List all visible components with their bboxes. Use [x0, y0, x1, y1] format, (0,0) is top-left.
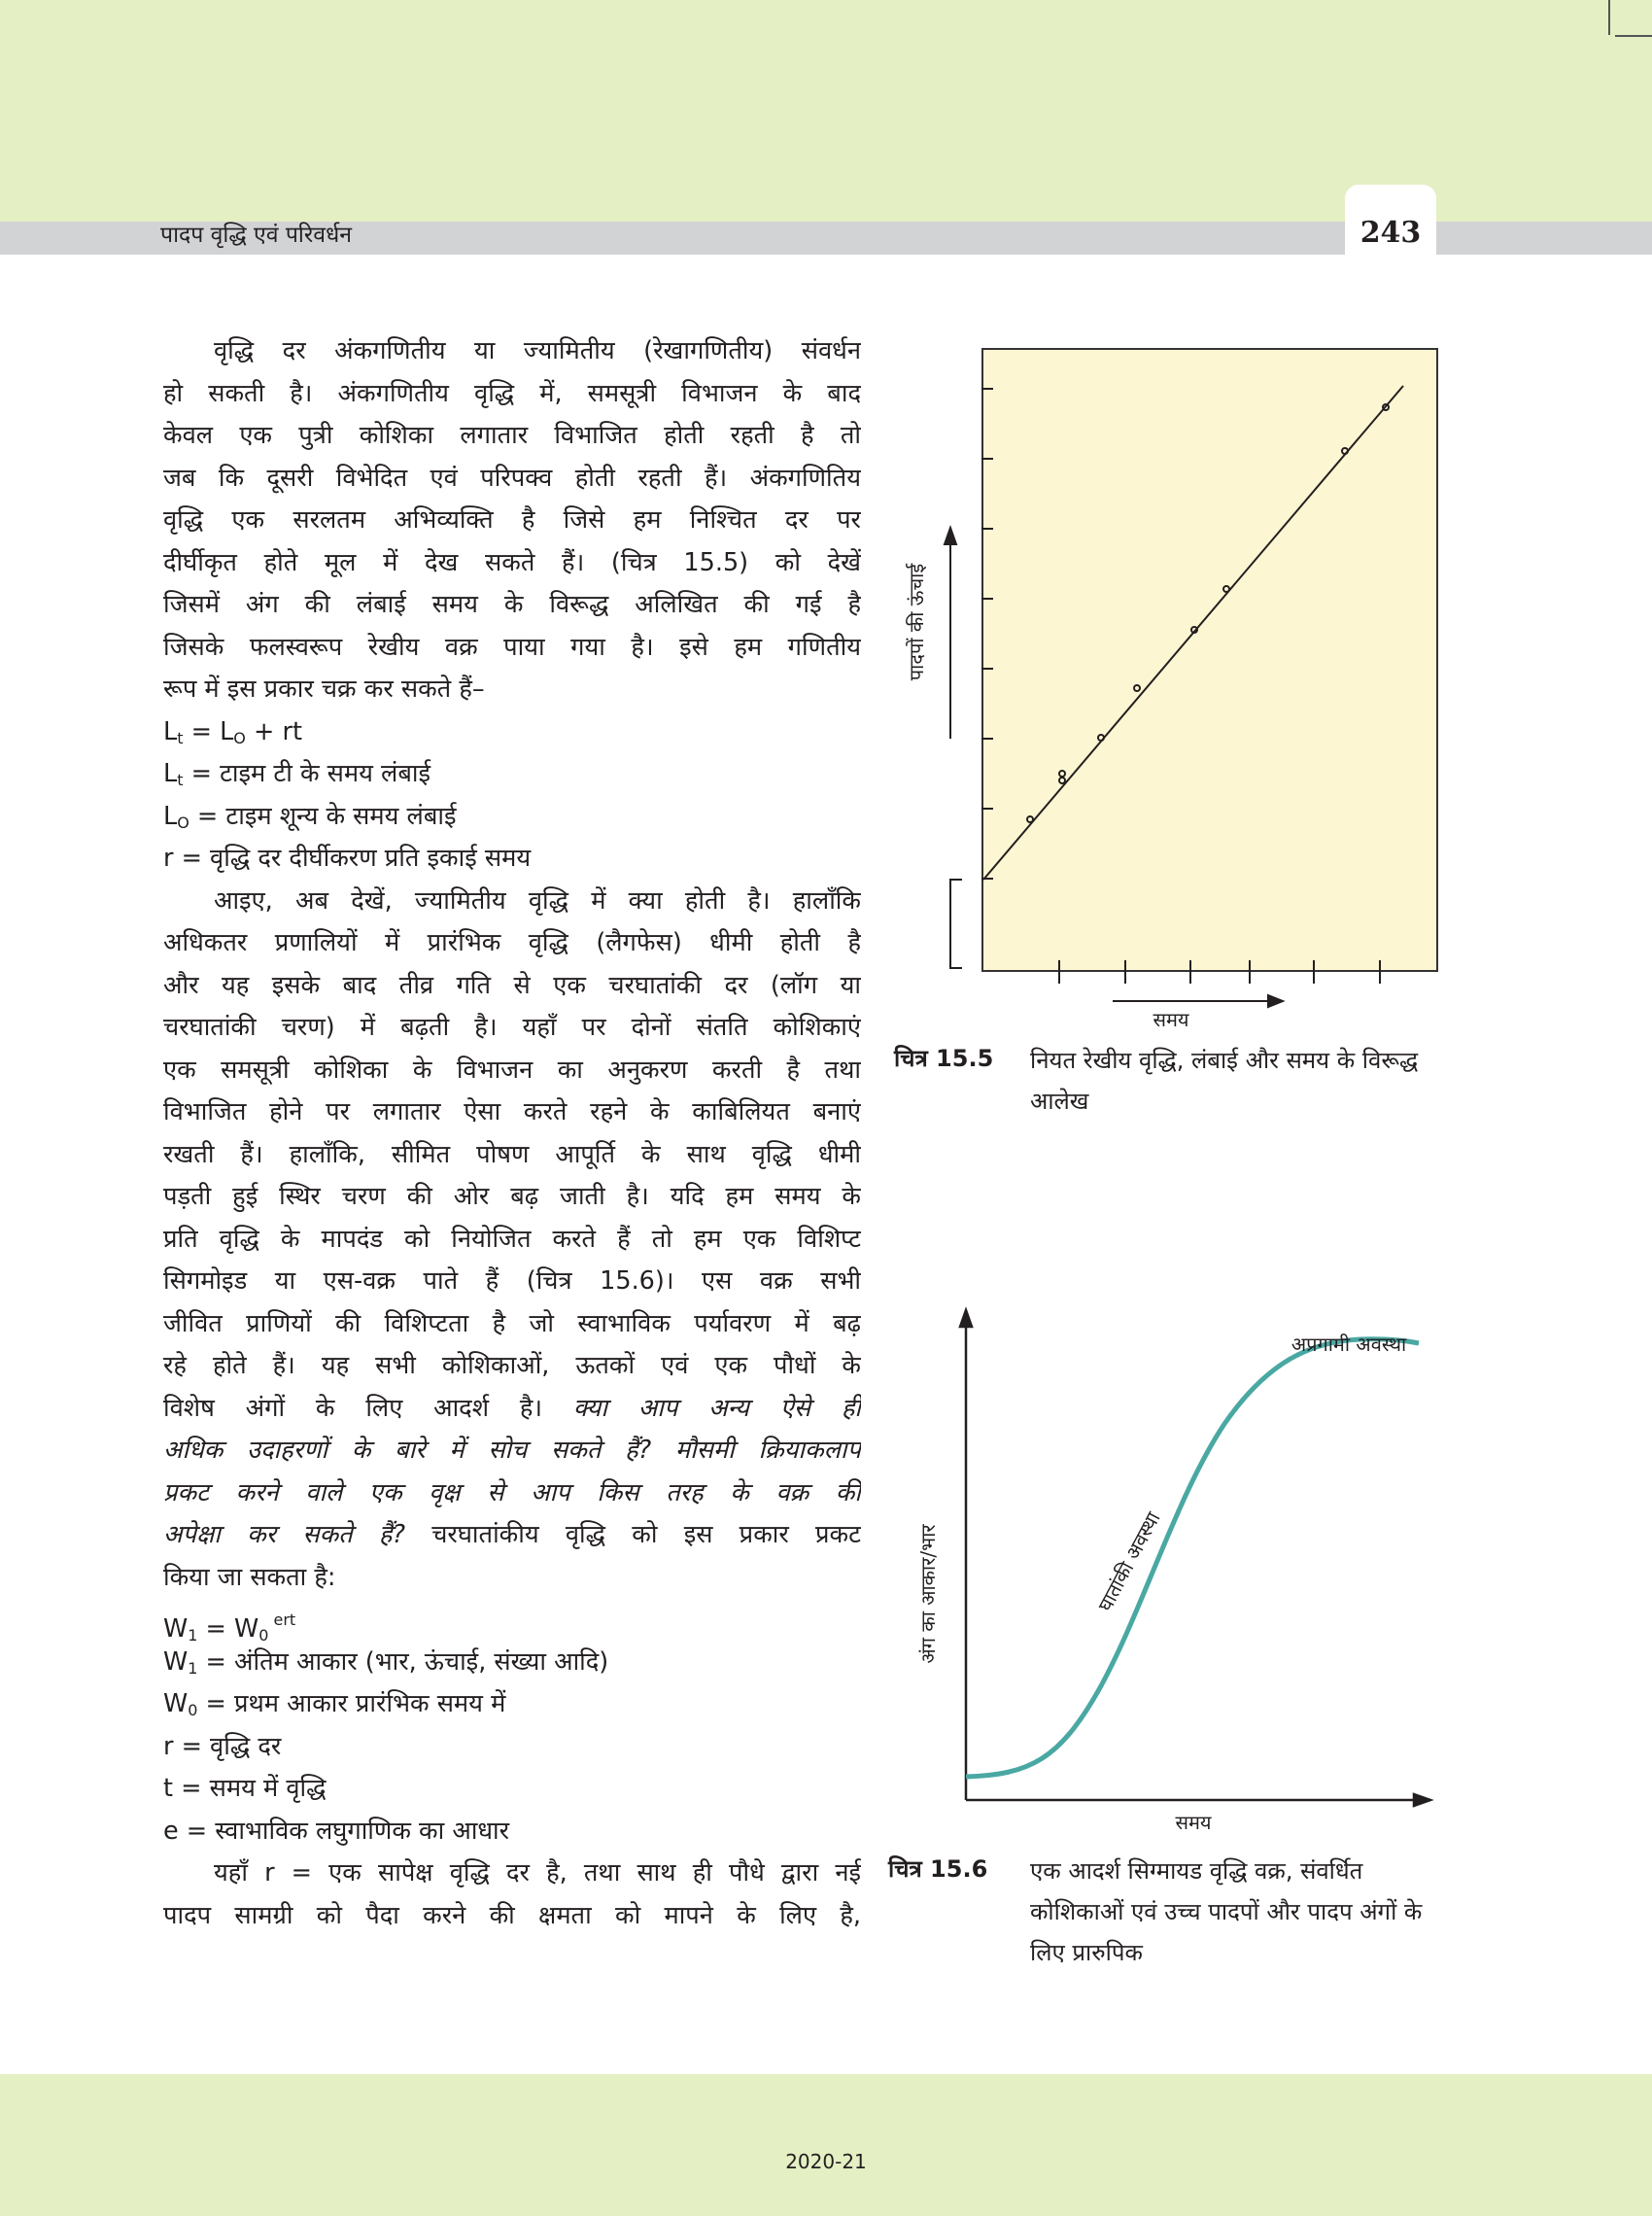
text-line: अधिकतर प्रणालियों में प्रारंभिक वृद्धि (लैगफेस) धीमी होती है [163, 928, 861, 957]
definition-r: r = वृद्धि दर दीर्घीकरण प्रति इकाई समय [163, 844, 532, 873]
text-line: विशेष अंगों के लिए आदर्श है। क्या आप अन्य ऐसे ही [163, 1393, 861, 1423]
text-line: जिसके फलस्वरूप रेखीय वक्र पाया गया है। इसे हम गणितीय [163, 632, 861, 662]
text-line: प्रकट करने वाले एक वृक्ष से आप किस तरह के वक्र की [163, 1477, 861, 1507]
text-line: पादप सामग्री को पैदा करने की क्षमता को मापने के लिए है, [163, 1900, 861, 1930]
definition-t: t = समय में वृद्धि [163, 1774, 327, 1803]
text-line: जिसमें अंग की लंबाई समय के विरूद्ध अलिखित की गई है [163, 590, 861, 619]
page-number: 243 [1359, 216, 1422, 250]
figure1-caption-label: चित्र 15.5 [894, 1045, 994, 1072]
data-point [1191, 627, 1197, 633]
text-line: चरघातांकी चरण) में बढ़ती है। यहाँ पर दोनों संतति कोशिकाएं [163, 1013, 861, 1042]
footer-band [0, 2074, 1652, 2216]
text-line: जीवित प्राणियों की विशिप्टता है जो स्वाभाविक पर्यावरण में बढ़ [163, 1308, 861, 1338]
text-line: जब कि दूसरी विभेदित एवं परिपक्व होती रहती हैं। अंकगणितिय [163, 463, 861, 493]
data-point [1059, 771, 1065, 777]
sigmoid-x-axis-label: समय [1175, 1811, 1212, 1834]
text-line: किया जा सकता है: [163, 1562, 336, 1592]
formula-exponential: $W_1 = W_0$ $^{ert}$ [163, 1610, 296, 1642]
data-point [1223, 586, 1229, 592]
text-line: रूप में इस प्रकार चक्र कर सकते हैं– [163, 675, 485, 704]
data-point [1342, 448, 1348, 454]
text-line: अधिक उदाहरणों के बारे में सोच सकते हैं? मौसमी क्रियाकलाप [163, 1436, 861, 1465]
linear-y-axis-label: पादपों की ऊंचाई [905, 563, 928, 681]
text-line: दीर्घीकृत होते मूल में देख सकते हैं। (चित्र 15.5) को देखें [163, 547, 861, 577]
text-line: वृद्धि एक सरलतम अभिव्यक्ति है जिसे हम निश्चित दर पर [163, 505, 861, 535]
definition-r2: r = वृद्धि दर [163, 1731, 282, 1761]
definition-w1: $W_1$ = अंतिम आकार (भार, ऊंचाई, संख्या आदि) [163, 1646, 609, 1678]
sigmoid-y-axis-label: अंग का आकार/भार [916, 1524, 940, 1664]
text-line: वृद्धि दर अंकगणितीय या ज्यामितीय (रेखागणितीय) संवर्धन [214, 336, 861, 365]
text-line: एक समसूत्री कोशिका के विभाजन का अनुकरण करती है तथा [163, 1055, 861, 1085]
data-point [1059, 778, 1065, 783]
footer-year: 2020-21 [785, 2150, 867, 2173]
definition-lt: $L_t$ = टाइम टी के समय लंबाई [163, 759, 431, 789]
text-line: केवल एक पुत्री कोशिका लगातार विभाजित होती रहती है तो [163, 421, 861, 450]
arrow-icon [945, 528, 1283, 1007]
definition-e: e = स्वाभाविक लघुगाणिक का आधार [163, 1816, 510, 1846]
text-line: सिगमोइड या एस-वक्र पाते हैं (चित्र 15.6)। एस वक्र सभी [163, 1266, 861, 1296]
exponential-phase-label: घातांकी अवस्था [1092, 1507, 1165, 1615]
linear-growth-axes [950, 389, 1380, 984]
text-line: यहाँ r = एक सापेक्ष वृद्धि दर है, तथा साथ ही पौधे द्वारा नई [214, 1858, 861, 1887]
definition-lo: $L_O$ = टाइम शून्य के समय लंबाई [163, 801, 457, 832]
text-line: आइए, अब देखें, ज्यामितीय वृद्धि में क्या होती है। हालाँकि [214, 885, 861, 916]
figure2-caption-label: चित्र 15.6 [888, 1855, 988, 1883]
figure1-caption: नियत रेखीय वृद्धि, लंबाई और समय के विरूद्ध आलेख [1030, 1047, 1419, 1115]
text-line: हो सकती है। अंकगणितीय वृद्धि में, समसूत्री विभाजन के बाद [163, 378, 861, 408]
data-point [1134, 685, 1140, 691]
figure2-caption: एक आदर्श सिग्मायड वृद्धि वक्र, संवर्धित कोशिकाओं एवं उच्च पादपों और पादप अंगों के लिए प्रारुपिक [1030, 1857, 1423, 1966]
text-line: विभाजित होने पर लगातार ऐसा करते रहने के काबिलियत बनाएं [163, 1097, 861, 1126]
formula-linear: $L_t = L_O$ + rt [163, 716, 302, 747]
text-line: पड़ती हुई स्थिर चरण की ओर बढ़ जाती है। यदि हम समय के [163, 1182, 861, 1211]
stationary-phase-label: अप्रगामी अवस्था [1291, 1333, 1407, 1356]
text-line: और यह इसके बाद तीव्र गति से एक चरघातांकी दर (लॉग या [163, 970, 861, 1000]
linear-x-axis-label: समय [1153, 1008, 1189, 1031]
data-point [1098, 735, 1104, 741]
running-title: पादप वृद्धि एवं परिवर्धन [160, 223, 352, 248]
data-point [1027, 816, 1033, 822]
text-line: रखती हैं। हालाँकि, सीमित पोषण आपूर्ति के साथ वृद्धि धीमी [163, 1139, 861, 1169]
definition-w0: $W_0$ = प्रथम आकार प्रारंभिक समय में [163, 1689, 506, 1719]
sigmoid-axes [960, 1310, 1430, 1806]
text-line: रहे होते हैं। यह सभी कोशिकाओं, ऊतकों एवं एक पौधों के [163, 1351, 861, 1380]
sigmoid-curve [966, 1339, 1419, 1777]
text-line: अपेक्षा कर सकते हैं? चरघातांकीय वृद्धि को इस प्रकार प्रकट [163, 1520, 861, 1549]
text-line: प्रति वृद्धि के मापदंड को नियोजित करते हैं तो हम एक विशिप्ट [163, 1224, 861, 1254]
